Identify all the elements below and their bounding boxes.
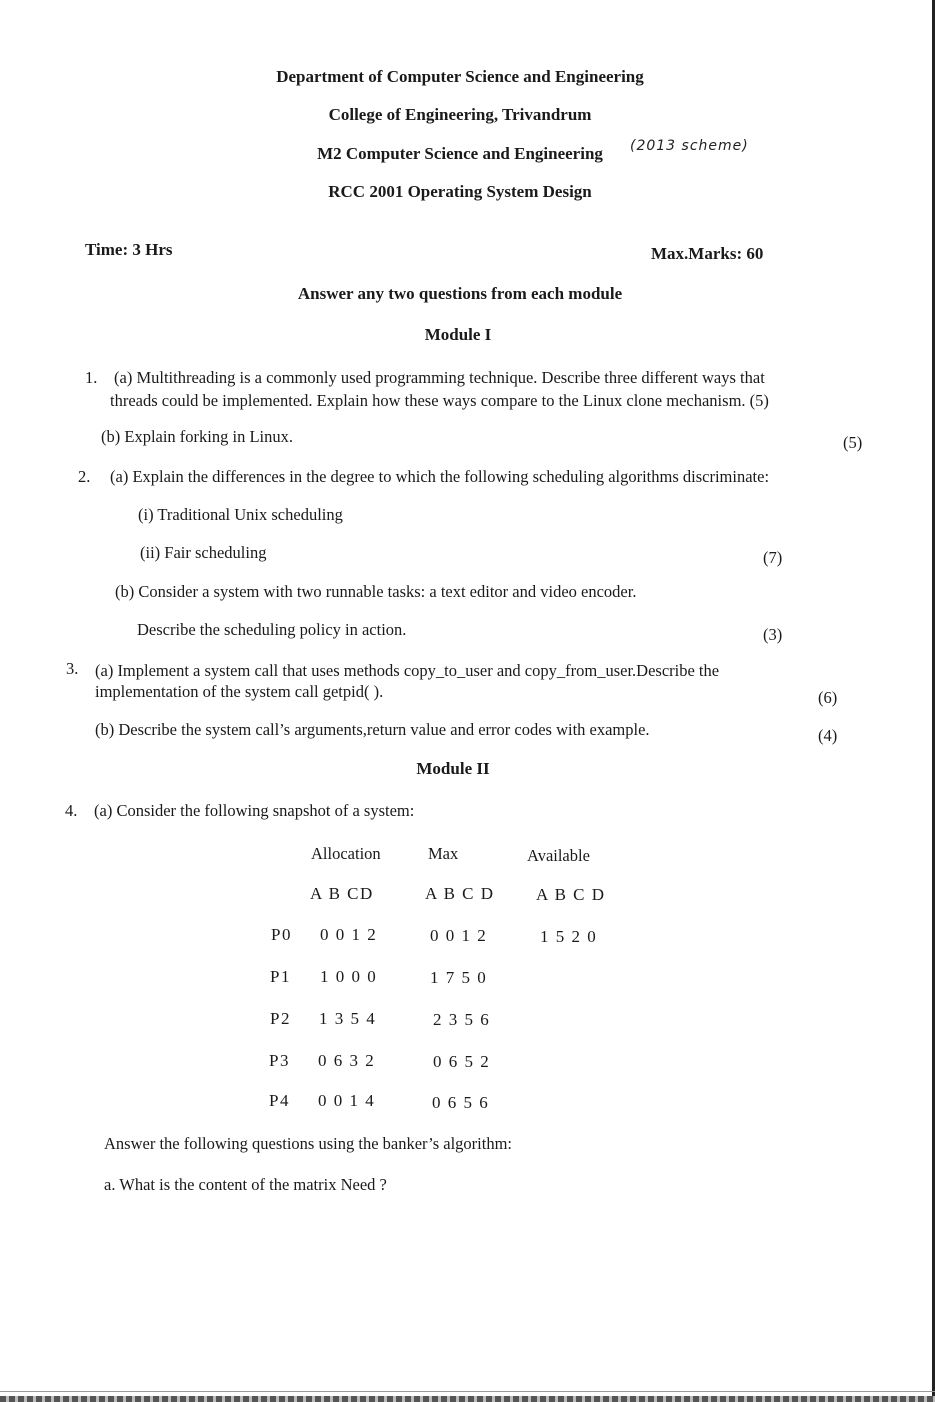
college-title: College of Engineering, Trivandrum	[328, 105, 592, 124]
row-p4-process: P4	[269, 1091, 290, 1110]
q2a-marks: (7)	[763, 548, 783, 567]
max-marks-label: Max.Marks: 60	[651, 244, 764, 263]
paper-title: RCC 2001 Operating System Design	[328, 182, 592, 201]
scan-edge-bottom	[0, 1396, 935, 1402]
q2a-item-i: (i) Traditional Unix scheduling	[138, 505, 343, 524]
q3a-marks: (6)	[818, 688, 838, 707]
department-title: Department of Computer Science and Engineering	[276, 67, 644, 86]
q1-number: 1.	[85, 368, 98, 387]
instruction: Answer any two questions from each module	[297, 284, 623, 303]
row-p0-available: 1 5 2 0	[540, 927, 598, 946]
row-p4-allocation: 0 0 1 4	[318, 1091, 376, 1110]
header-max: Max	[428, 844, 459, 863]
subheader-max: A B C D	[425, 884, 495, 903]
header-available: Available	[527, 846, 590, 865]
q2-number: 2.	[78, 467, 91, 486]
row-p3-allocation: 0 6 3 2	[318, 1051, 376, 1070]
q2b-marks: (3)	[763, 625, 783, 644]
q4a: (a) Consider the following snapshot of a system:	[94, 801, 415, 820]
scan-line-bottom	[0, 1391, 935, 1392]
q1b-marks: (5)	[843, 433, 863, 452]
q3a-line1: (a) Implement a system call that uses methods copy_to_user and copy_from_user.Describe the	[95, 661, 720, 680]
row-p2-allocation: 1 3 5 4	[319, 1009, 377, 1028]
q1a-line1: (a) Multithreading is a commonly used programming technique. Describe three different ways that	[114, 368, 765, 387]
q2a-item-ii: (ii) Fair scheduling	[140, 543, 267, 562]
row-p3-process: P3	[269, 1051, 290, 1070]
row-p0-allocation: 0 0 1 2	[320, 925, 378, 944]
subheader-available: A B C D	[536, 885, 606, 904]
q3b-marks: (4)	[818, 726, 838, 745]
module-2-title: Module II	[416, 759, 490, 778]
row-p0-max: 0 0 1 2	[430, 926, 488, 945]
q1a-line2: threads could be implemented. Explain how these ways compare to the Linux clone mechanism. (5)	[110, 391, 769, 410]
q4-part-a: a. What is the content of the matrix Need ?	[104, 1175, 387, 1194]
bankers-instruction: Answer the following questions using the banker’s algorithm:	[104, 1134, 513, 1153]
q3b: (b) Describe the system call’s arguments,return value and error codes with example.	[95, 720, 650, 739]
row-p1-allocation: 1 0 0 0	[320, 967, 378, 986]
subheader-allocation: A B CD	[310, 884, 374, 903]
q1b: (b) Explain forking in Linux.	[101, 427, 294, 446]
header-allocation: Allocation	[311, 844, 381, 863]
q3-number: 3.	[66, 659, 79, 678]
row-p1-max: 1 7 5 0	[430, 968, 488, 987]
q2b-line1: (b) Consider a system with two runnable tasks: a text editor and video encoder.	[115, 582, 637, 601]
q4-number: 4.	[65, 801, 78, 820]
row-p2-process: P2	[270, 1009, 291, 1028]
row-p2-max: 2 3 5 6	[433, 1010, 491, 1029]
course-title: M2 Computer Science and Engineering	[317, 144, 603, 163]
row-p1-process: P1	[270, 967, 291, 986]
row-p4-max: 0 6 5 6	[432, 1093, 490, 1112]
row-p3-max: 0 6 5 2	[433, 1052, 491, 1071]
q2a: (a) Explain the differences in the degree to which the following scheduling algorithms discriminate:	[110, 467, 770, 486]
row-p0-process: P0	[271, 925, 292, 944]
course-line	[0, 144, 920, 164]
time-label: Time: 3 Hrs	[85, 240, 173, 259]
handwritten-scheme-note: (2013 scheme)	[630, 138, 749, 154]
module-1-title: Module I	[424, 325, 492, 344]
q3a-line2: implementation of the system call getpid( ).	[95, 682, 384, 701]
q2b-line2: Describe the scheduling policy in action.	[137, 620, 407, 639]
